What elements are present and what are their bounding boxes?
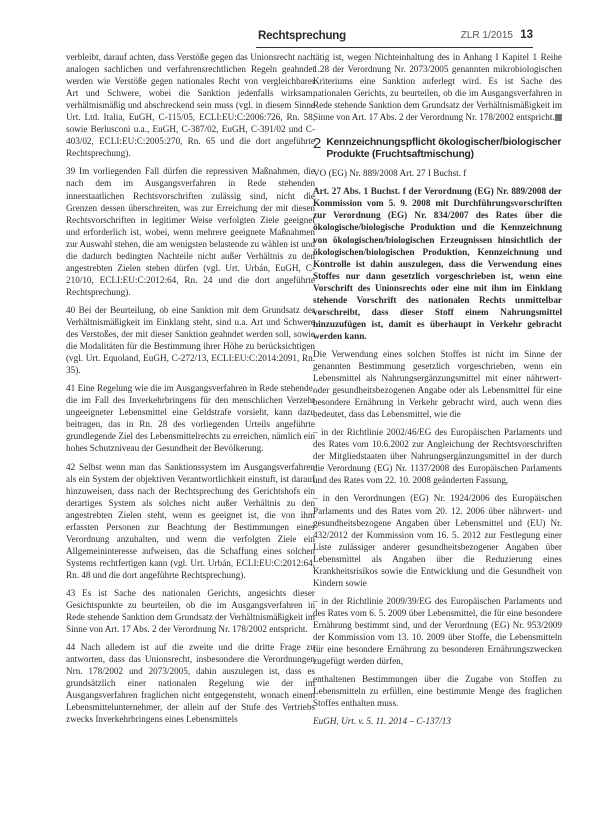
list-item: – in der Richtlinie 2002/46/EG des Europäischen Parlaments und des Rates vom 10.6.2002 zur Angleichung der Rechtsvorschriften der Mitgliedstaaten über Nahrungsergänzungsmittel in der durch die Verordnung (EG) Nr. 1137/2008 des Europäischen Parlaments und des Rates vom 22. 10. 2008 geänderten Fassung, [313, 427, 562, 486]
case-number: 2 [313, 135, 322, 153]
paragraph: 39 Im vorliegenden Fall dürfen die repressiven Maßnahmen, die nach dem im Ausgangsverfahren in Rede stehenden innerstaatlichen Rechtsvorschriften zulässig sind, nicht die Grenzen dessen überschreiten, was zur Erreichung der mit diesen Rechtsvorschriften in legitimer Weise verfolgten Ziele geeignet und erforderlich ist, wobei, wenn mehrere geeignete Maßnahmen zur Auswahl stehen, die am wenigsten belastende zu wählen ist und die dadurch bedingten Nachteile nicht außer Verhältnis zu den angestrebten Zielen stehen dürfen (vgl. Urt. Urbán, EuGH, C-210/10, ECLI:EU:C:2012:64, Rn. 24 und die dort angeführte Rechtsprechung). [66, 166, 315, 297]
legal-reference: VO (EG) Nr. 889/2008 Art. 27 I Buchst. f [313, 168, 467, 179]
paragraph: enthaltenen Bestimmungen über die Zugabe von Stoffen zu Lebensmitteln zu erfüllen, eine bestimmte Menge des fraglichen Stoffes enthalten muss. [313, 674, 562, 709]
case-heading [313, 137, 562, 161]
continuation-text: tätig ist, wegen Nichteinhaltung des in Anhang I Kapitel 1 Reihe 1.28 der Verordnung Nr. 2073/2005 genannten mikrobiologischen Kriteriums eine Sanktion auferlegt wird. Es ist Sache des nationalen Gerichts, zu beurteilen, ob die im Ausgangsverfahren in Rede stehende Sanktion dem Grundsatz der Verhältnismäßigkeit im Sinne von Art. 17 Abs. 2 der Verordnung Nr. 178/2002 entspricht. [313, 52, 562, 123]
end-of-article-mark [555, 114, 562, 121]
page-header [66, 27, 533, 47]
paragraph: 43 Es ist Sache des nationalen Gerichts, angesichts dieser Gesichtspunkte zu beurteilen, ob die im Ausgangsverfahren in Rede stehende Sanktion dem Grundsatz der Verhältnismäßigkeit im Sinne von Art. 17 Abs. 2 der Verordnung Nr. 178/2002 entspricht. [66, 587, 315, 635]
judgment-citation: EuGH, Urt. v. 5. 11. 2014 – C-137/13 [313, 716, 451, 727]
header-rule [256, 47, 533, 48]
journal-reference: ZLR 1/2015 [460, 30, 513, 41]
list-item: – in der Richtlinie 2009/39/EG des Europäischen Parlaments und des Rates vom 6. 5. 2009 über Lebensmittel, die für eine besondere Ernährung bestimmt sind, und der Verordnung (EG) Nr. 953/2009 der Kommission vom 13. 10. 2009 über Stoffe, die Lebensmitteln für eine besondere Ernährung zu besonderen Ernährungszwecken zugefügt werden dürfen, [313, 595, 562, 667]
section-title: Rechtsprechung [258, 30, 346, 42]
page-number: 13 [520, 29, 533, 41]
paragraph: Die Verwendung eines solchen Stoffes ist nicht im Sinne der genannten Bestimmung gesetzlich vorgeschrieben, wenn ein Lebensmittel als Nahrungsergänzungsmittel mit einer nährwert- oder gesundheitsbezogenen Angabe oder als Lebensmittel für eine besondere Ernährung in Verkehr gebracht wird, auch wenn dies bedeutet, dass das Lebensmittel, wie die [313, 348, 562, 420]
paragraph: 44 Nach alledem ist auf die zweite und die dritte Frage zu antworten, dass das Unionsrecht, insbesondere die Verordnungen Nrn. 178/2002 und 2073/2005, dahin auszulegen ist, dass es grundsätzlich einer nationalen Regelung wie der im Ausgangsverfahren fraglichen nicht entgegensteht, wonach einem Lebensmittelunternehmer, der allein auf der Stufe des Vertriebs zwecks Inverkehrbringens eines Lebensmittels [66, 642, 315, 725]
right-column [313, 51, 562, 733]
guiding-principle: Art. 27 Abs. 1 Buchst. f der Verordnung (EG) Nr. 889/2008 der Kommission vom 5. 9. 2008 mit Durchführungsvorschriften zur Verordnung (EG) Nr. 834/2007 des Rates über die ökologische/biologische Produktion und die Kennzeichnung von ökologischen/biologischen Erzeugnissen hinsichtlich der ökologischen/biologischen Produktion, Kennzeichnung und Kontrolle ist dahin auszulegen, dass die Verwendung eines Stoffes nur dann gesetzlich vorgeschrieben ist, wenn eine Vorschrift des Unionsrechts oder eine mit ihm im Einklang stehende Vorschrift des nationalen Rechts unmittelbar vorschreibt, dass dieser Stoff einem Nahrungsmittel hinzuzufügen ist, damit es überhaupt in Verkehr gebracht werden kann. [313, 186, 562, 341]
case-title: Kennzeichnungspflicht ökologischer/biologischer Produkte (Fruchtsaftmischung) [326, 137, 562, 161]
paragraph: 40 Bei der Beurteilung, ob eine Sanktion mit dem Grundsatz der Verhältnismäßigkeit im Einklang steht, sind u.a. Art und Schwere des Verstoßes, der mit dieser Sanktion geahndet werden soll, sowie die Modalitäten für die Bestimmung ihrer Höhe zu berücksichtigen (vgl. Urt. Equoland, EuGH, C-272/13, ECLI:EU:C:2014:2091, Rn. 35). [66, 304, 315, 376]
left-column [66, 51, 315, 725]
paragraph: 42 Selbst wenn man das Sanktionssystem im Ausgangsverfahren als ein System der objektiven Verantwortlichkeit einstuft, ist darauf hinzuweisen, dass nach der Rechtsprechung des Gerichtshofs ein derartiges System als solches nicht außer Verhältnis zu den angestrebten Zielen steht, wenn es geeignet ist, die von ihm erfassten Personen zur Beachtung der Bestimmungen einer Verordnung anzuhalten, und wenn die verfolgten Ziele ein Allgemeininteresse aufweisen, das die Schaffung eines solchen Systems rechtfertigen kann (vgl. Urt. Urbán, ECLI:EU:C:2012:64, Rn. 48 und die dort angeführte Rechtsprechung). [66, 461, 315, 580]
paragraph [313, 51, 562, 123]
paragraph: verbleibt, darauf achten, dass Verstöße gegen das Unionsrecht nach analogen sachlichen und verfahrensrechtlichen Regeln geahndet werden wie Verstöße gegen nationales Recht von vergleichbarer Art und Schwere, wobei die Sanktion jedenfalls wirksam, verhältnismäßig und abschreckend sein muss (vgl. in diesem Sinne Urt. Ltd. Italia, EuGH, C-115/05, ECLI:EU:C:2006:726, Rn. 58, sowie Berlusconi u.a., EuGH, C-387/02, EuGH, C-391/02 und C-403/02, ECLI:EU:C:2005:270, Rn. 65 und die dort angeführte Rechtsprechung). [66, 52, 315, 159]
paragraph: 41 Eine Regelung wie die im Ausgangsverfahren in Rede stehende, die im Fall des Inverkehrbringens für den menschlichen Verzehr ungeeigneter Lebensmittel eine Geldstrafe vorsieht, kann dazu beitragen, das in Rn. 28 des vorliegenden Urteils angeführte grundlegende Ziel des Lebensmittelrechts zu erreichen, nämlich ein hohes Schutzniveau der Gesundheit der Bevölkerung. [66, 383, 315, 454]
list-item: – in den Verordnungen (EG) Nr. 1924/2006 des Europäischen Parlaments und des Rates vom 20. 12. 2006 über nährwert- und gesundheitsbezogene Angaben über Lebensmittel und (EU) Nr. 432/2012 der Kommission vom 16. 5. 2012 zur Festlegung einer Liste zulässiger anderer gesundheitsbezogener Angaben über Lebensmittel als Angaben über die Reduzierung eines Krankheitsrisikos sowie die Entwicklung und die Gesundheit von Kindern sowie [313, 493, 562, 588]
